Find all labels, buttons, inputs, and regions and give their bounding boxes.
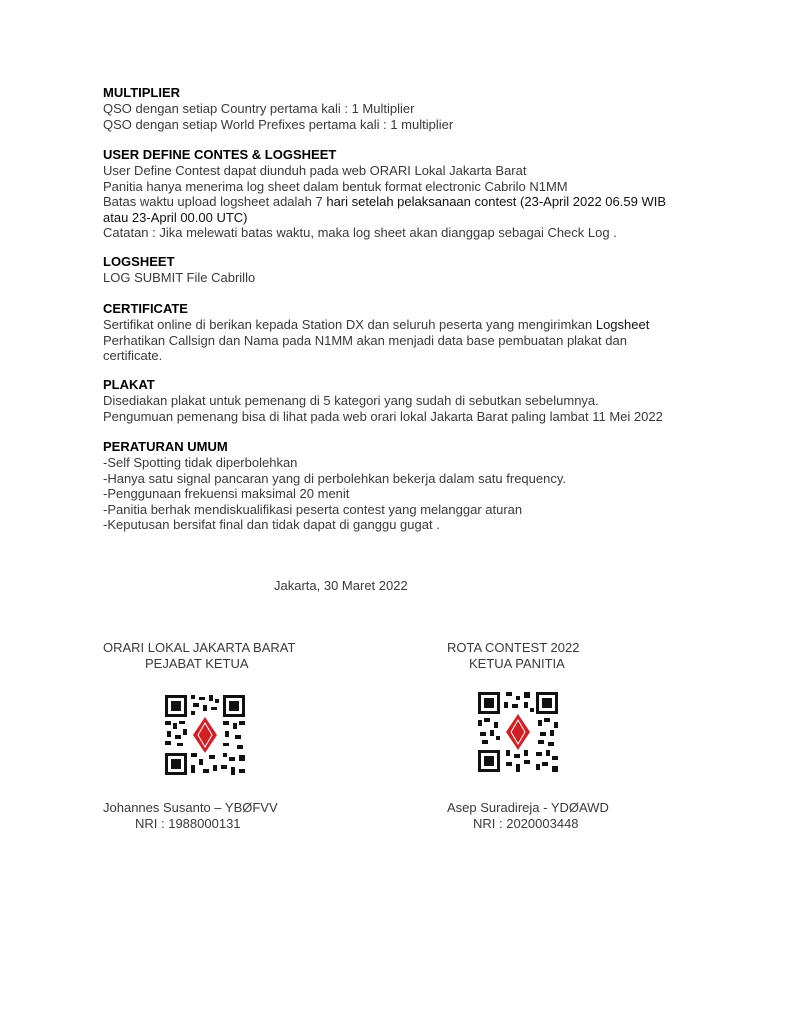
user-define-line: atau 23-April 00.00 UTC)	[103, 209, 248, 225]
signature-nri: NRI : 2020003448	[473, 815, 579, 831]
signature-name: Johannes Susanto – YBØFVV	[103, 800, 278, 815]
signature-right-footer	[447, 800, 609, 831]
signature-org: ORARI LOKAL JAKARTA BARAT	[103, 640, 296, 655]
peraturan-section	[103, 439, 703, 533]
rule-item: -Panitia berhak mendiskualifikasi peserta contest yang melanggar aturan	[103, 501, 523, 517]
certificate-section	[103, 301, 703, 364]
logsheet-line: LOG SUBMIT File Cabrillo	[103, 270, 256, 285]
certificate-line: certificate.	[103, 348, 163, 363]
certificate-text: Sertifikat online di berikan kepada Station DX dan seluruh peserta yang mengirimkan	[103, 317, 596, 332]
multiplier-line: QSO dengan setiap World Prefixes pertama kali : 1 multiplier	[103, 116, 454, 132]
plakat-section	[103, 377, 703, 424]
signature-left-footer	[103, 800, 278, 831]
rule-item: -Hanya satu signal pancaran yang di perbolehkan bekerja dalam satu frequency.	[103, 470, 566, 486]
certificate-line	[103, 317, 703, 333]
user-define-section	[103, 147, 703, 241]
user-define-line: Panitia hanya menerima log sheet dalam bentuk format electronic Cabrilo N1MM	[103, 178, 568, 194]
logsheet-section	[103, 254, 703, 286]
qr-code-left-graphic	[163, 693, 247, 777]
user-define-deadline-line	[103, 194, 703, 210]
certificate-line: Perhatikan Callsign dan Nama pada N1MM akan menjadi data base pembuatan plakat dan	[103, 332, 627, 348]
certificate-logsheet-word: Logsheet	[595, 317, 650, 332]
signature-role: PEJABAT KETUA	[145, 655, 249, 671]
rule-item: -Self Spotting tidak diperbolehkan	[103, 455, 298, 470]
deadline-date-text: hari setelah pelaksanaan contest (23-April 2022 06.59 WIB	[326, 194, 666, 209]
signature-right-header	[447, 640, 579, 671]
qr-code-right-graphic	[476, 690, 560, 774]
logsheet-heading: LOGSHEET	[103, 254, 175, 269]
signature-nri: NRI : 1988000131	[135, 815, 241, 831]
signature-left-header	[103, 640, 295, 671]
user-define-line: User Define Contest dapat diunduh pada web ORARI Lokal Jakarta Barat	[103, 163, 527, 178]
user-define-heading: USER DEFINE CONTES & LOGSHEET	[103, 147, 337, 162]
rule-item: -Keputusan bersifat final dan tidak dapat di ganggu gugat .	[103, 517, 440, 532]
deadline-text: Batas waktu upload logsheet adalah 7	[103, 194, 327, 209]
multiplier-line: QSO dengan setiap Country pertama kali : 1 Multiplier	[103, 101, 415, 116]
signature-org: ROTA CONTEST 2022	[447, 640, 580, 655]
multiplier-section	[103, 85, 703, 132]
qr-code-left-signature	[163, 693, 247, 777]
qr-code-right-signature	[476, 690, 560, 774]
peraturan-heading: PERATURAN UMUM	[103, 439, 228, 454]
signature-role: KETUA PANITIA	[469, 655, 565, 671]
user-define-note: Catatan : Jika melewati batas waktu, maka log sheet akan dianggap sebagai Check Log .	[103, 225, 617, 240]
plakat-line: Disediakan plakat untuk pemenang di 5 kategori yang sudah di sebutkan sebelumnya.	[103, 393, 599, 408]
plakat-line: Pengumuan pemenang bisa di lihat pada web orari lokal Jakarta Barat paling lambat 11 Mei 2022	[103, 408, 663, 424]
rule-item: -Penggunaan frekuensi maksimal 20 menit	[103, 486, 350, 501]
certificate-heading: CERTIFICATE	[103, 301, 188, 316]
place-date: Jakarta, 30 Maret 2022	[274, 578, 408, 593]
multiplier-heading: MULTIPLIER	[103, 85, 181, 100]
signature-name: Asep Suradireja - YDØAWD	[447, 800, 609, 815]
plakat-heading: PLAKAT	[103, 377, 155, 392]
